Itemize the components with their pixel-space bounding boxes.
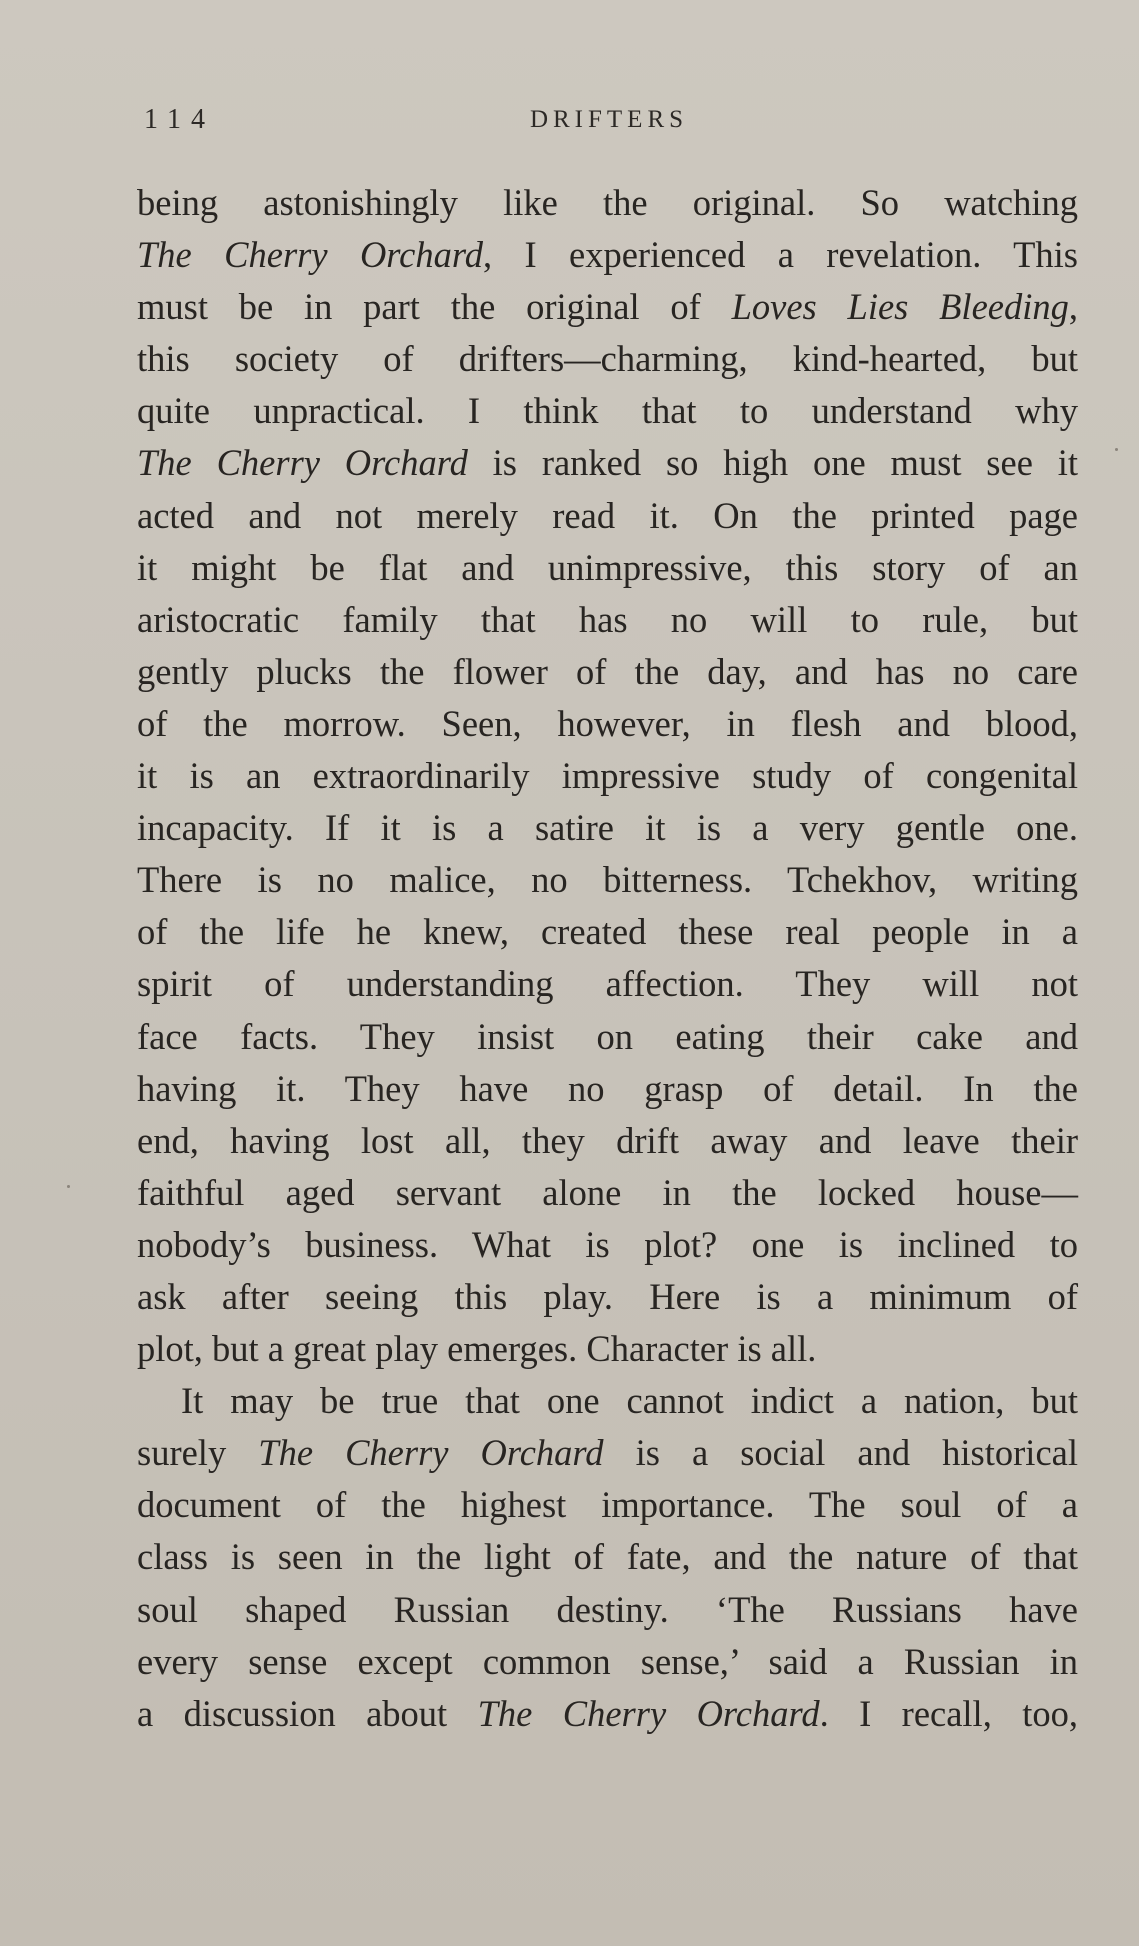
text-segment: it is an extraordinarily impressive study of congenital bbox=[137, 755, 1078, 797]
text-segment: document of the highest importance. The soul of a bbox=[137, 1484, 1078, 1526]
text-segment: this society of drifters—charming, kind-hearted, but bbox=[137, 338, 1078, 380]
text-line bbox=[137, 177, 1078, 229]
text-segment: class is seen in the light of fate, and the nature of that bbox=[137, 1536, 1078, 1578]
text-segment: every sense except common sense,’ said a Russian in bbox=[137, 1640, 1078, 1682]
text-segment: It may be true that one cannot indict a nation, but bbox=[181, 1380, 1078, 1422]
text-segment: spirit of understanding affection. They will not bbox=[137, 963, 1078, 1005]
text-line bbox=[137, 802, 1078, 854]
text-segment: acted and not merely read it. On the printed page bbox=[137, 494, 1078, 536]
italic-title: The Cherry Orchard bbox=[137, 442, 468, 484]
italic-title: The Cherry Orchard bbox=[477, 1692, 820, 1734]
text-segment: face facts. They insist on eating their cake and bbox=[137, 1015, 1078, 1057]
text-segment: is ranked so high one must see it bbox=[467, 442, 1078, 484]
text-line bbox=[137, 906, 1078, 958]
text-line bbox=[137, 1584, 1078, 1636]
text-line bbox=[137, 1167, 1078, 1219]
text-segment: end, having lost all, they drift away and leave their bbox=[137, 1119, 1078, 1161]
text-segment: . I recall, too, bbox=[819, 1692, 1078, 1734]
italic-title: Loves Lies Bleeding bbox=[731, 286, 1069, 328]
text-line bbox=[137, 542, 1078, 594]
text-segment: a discussion about bbox=[137, 1692, 478, 1734]
text-line bbox=[137, 854, 1078, 906]
text-line bbox=[137, 1688, 1078, 1740]
paper-speck bbox=[67, 1185, 70, 1188]
text-line bbox=[137, 437, 1078, 489]
text-line bbox=[137, 1219, 1078, 1271]
text-line bbox=[137, 1427, 1078, 1479]
text-segment: , I experienced a revelation. This bbox=[482, 234, 1078, 276]
text-segment: being astonishingly like the original. So watching bbox=[137, 182, 1078, 223]
text-line bbox=[137, 1271, 1078, 1323]
body-text bbox=[137, 177, 1078, 1740]
text-segment: aristocratic family that has no will to rule, but bbox=[137, 598, 1078, 640]
text-line bbox=[137, 1115, 1078, 1167]
text-line bbox=[137, 1323, 1078, 1375]
text-line bbox=[137, 594, 1078, 646]
text-segment: gently plucks the flower of the day, and has no care bbox=[137, 650, 1078, 692]
text-line bbox=[137, 229, 1078, 281]
text-segment: There is no malice, no bitterness. Tchekhov, writing bbox=[137, 859, 1078, 901]
text-line bbox=[137, 958, 1078, 1010]
text-line bbox=[137, 1479, 1078, 1531]
text-segment: having it. They have no grasp of detail. In the bbox=[137, 1067, 1078, 1109]
text-line bbox=[137, 1375, 1078, 1427]
text-line bbox=[137, 1063, 1078, 1115]
italic-title: The Cherry Orchard bbox=[137, 234, 483, 276]
text-line bbox=[137, 1531, 1078, 1583]
text-line bbox=[137, 490, 1078, 542]
running-head bbox=[140, 104, 1078, 144]
text-segment: soul shaped Russian destiny. ‘The Russians have bbox=[137, 1588, 1078, 1630]
text-line bbox=[137, 385, 1078, 437]
text-segment: of the life he knew, created these real people in a bbox=[137, 911, 1078, 953]
text-segment: must be in part the original of bbox=[137, 286, 732, 328]
paper-speck bbox=[1115, 448, 1118, 451]
text-segment: nobody’s business. What is plot? one is inclined to bbox=[137, 1223, 1078, 1265]
page-number: 114 bbox=[144, 104, 215, 135]
text-line bbox=[137, 281, 1078, 333]
text-segment: ask after seeing this play. Here is a minimum of bbox=[137, 1275, 1078, 1317]
italic-title: The Cherry Orchard bbox=[258, 1432, 604, 1474]
text-segment: surely bbox=[137, 1432, 259, 1474]
text-line bbox=[137, 1636, 1078, 1688]
text-line bbox=[137, 698, 1078, 750]
text-line bbox=[137, 646, 1078, 698]
text-segment: , bbox=[1068, 286, 1078, 328]
text-segment: quite unpractical. I think that to understand why bbox=[137, 390, 1078, 432]
text-line bbox=[137, 1011, 1078, 1063]
text-segment: it might be flat and unimpressive, this story of an bbox=[137, 546, 1078, 588]
text-segment: of the morrow. Seen, however, in flesh and blood, bbox=[137, 702, 1078, 744]
text-segment: faithful aged servant alone in the locked house— bbox=[137, 1171, 1078, 1213]
text-segment: incapacity. If it is a satire it is a very gentle one. bbox=[137, 807, 1078, 849]
text-line bbox=[137, 750, 1078, 802]
running-title: DRIFTERS bbox=[529, 106, 689, 133]
text-segment: is a social and historical bbox=[603, 1432, 1078, 1474]
text-segment: plot, but a great play emerges. Character is all. bbox=[137, 1328, 817, 1370]
text-line bbox=[137, 333, 1078, 385]
